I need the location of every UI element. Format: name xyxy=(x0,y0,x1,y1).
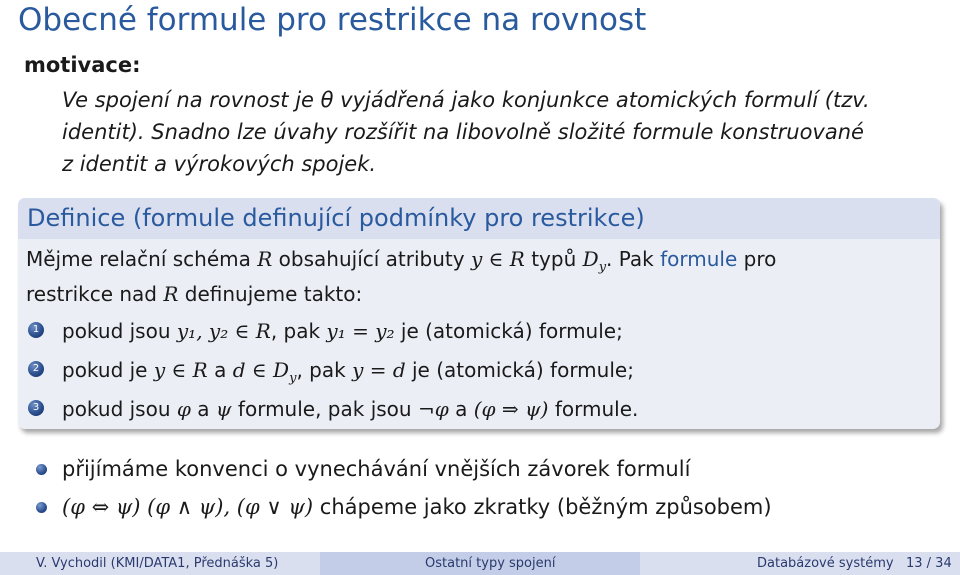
enum-text xyxy=(62,398,638,420)
enum-text xyxy=(62,359,634,390)
bullet-text-part: chápeme jako zkratky (běžným způsobem) xyxy=(319,495,772,519)
item-math: ¬φ xyxy=(417,397,449,421)
item-text: pokud je xyxy=(62,358,148,382)
item-text: je (atomická) formule; xyxy=(412,358,634,382)
item-text: je (atomická) formule; xyxy=(400,319,623,343)
slide-title: Obecné formule pro restrikce na rovnost xyxy=(18,2,647,38)
footer-course: Databázové systémy xyxy=(757,556,894,571)
item-math xyxy=(232,358,297,386)
footer-bar xyxy=(0,552,960,575)
def-text: restrikce nad xyxy=(26,282,157,306)
footer-author-section xyxy=(0,552,320,575)
item-math: y₁ = y₂ xyxy=(326,319,395,343)
math-y: y xyxy=(470,247,483,271)
enum-number-badge: 1 xyxy=(28,322,44,338)
motivation-text xyxy=(62,84,932,180)
item-math-sub: y xyxy=(289,371,297,386)
footer-topic: Ostatní typy spojení xyxy=(425,556,556,571)
motivation-line-2: identit). Snadno lze úvahy rozšířit na libovolně složité formule konstruované xyxy=(62,120,864,144)
math-R: R xyxy=(509,247,525,271)
footer-author: V. Vychodil (KMI/DATA1, Přednáška 5) xyxy=(36,556,279,571)
item-math: y ∈ R xyxy=(153,358,208,382)
bullet-icon xyxy=(36,502,47,513)
motivation-heading: motivace: xyxy=(24,53,141,77)
footer-topic-section xyxy=(320,552,640,575)
bullet-icon xyxy=(36,464,47,475)
item-math: ψ xyxy=(215,397,232,421)
def-text: typů xyxy=(531,247,577,271)
footer-page-number: 13 / 34 xyxy=(906,556,952,571)
motivation-line-3: z identit a výrokových spojek. xyxy=(62,152,377,176)
item-math: y₁, y₂ ∈ R xyxy=(176,319,271,343)
bullet-math: (φ ⇔ ψ) (φ ∧ ψ), (φ ∨ ψ) xyxy=(62,495,314,519)
item-text: pokud jsou xyxy=(62,319,171,343)
math-D-letter: D xyxy=(582,247,599,271)
definition-intro-line: Mějme relační schéma R obsahující atributy y ∈ R typů $D_y$. Pak formule pro xyxy=(26,247,777,275)
item-text: a xyxy=(455,397,468,421)
enum-number-badge: 2 xyxy=(28,361,44,377)
item-text: a xyxy=(197,397,210,421)
def-text: definujeme takto: xyxy=(184,282,363,306)
item-text: pokud jsou xyxy=(62,397,171,421)
math-D xyxy=(582,247,607,275)
definition-block xyxy=(18,198,940,429)
item-text: , pak xyxy=(296,358,346,382)
item-math-part: d ∈ D xyxy=(232,358,290,382)
math-R: R xyxy=(257,247,273,271)
bullet-text: přijímáme konvenci o vynechávání vnějších závorek formulí xyxy=(62,457,691,481)
math-in: ∈ xyxy=(488,247,504,271)
enum-number-badge: 3 xyxy=(28,400,44,416)
def-text: pro xyxy=(743,247,777,271)
item-math: (φ ⇒ ψ) xyxy=(473,397,549,421)
item-text: a xyxy=(214,358,227,382)
item-math: y = d xyxy=(352,358,406,382)
footer-course-section xyxy=(640,552,960,575)
math-D-sub: y xyxy=(598,260,607,275)
bullet-text xyxy=(62,495,772,519)
definition-intro-line-2 xyxy=(26,284,362,304)
def-text: Mějme relační schéma xyxy=(26,247,251,271)
enum-text xyxy=(62,320,623,342)
item-text: formule, pak jsou xyxy=(237,397,412,421)
item-text: formule. xyxy=(554,397,639,421)
definition-title: Definice (formule definující podmínky pro restrikce) xyxy=(18,198,940,239)
def-text: obsahující atributy xyxy=(278,247,465,271)
item-text: , pak xyxy=(270,319,321,343)
def-text: Pak xyxy=(618,247,654,271)
item-math: φ xyxy=(176,397,191,421)
motivation-line-1: Ve spojení na rovnost je θ vyjádřená jako konjunkce atomických formulí (tzv. xyxy=(62,88,870,112)
math-R: R xyxy=(163,282,179,306)
keyword-formule: formule xyxy=(660,247,738,271)
